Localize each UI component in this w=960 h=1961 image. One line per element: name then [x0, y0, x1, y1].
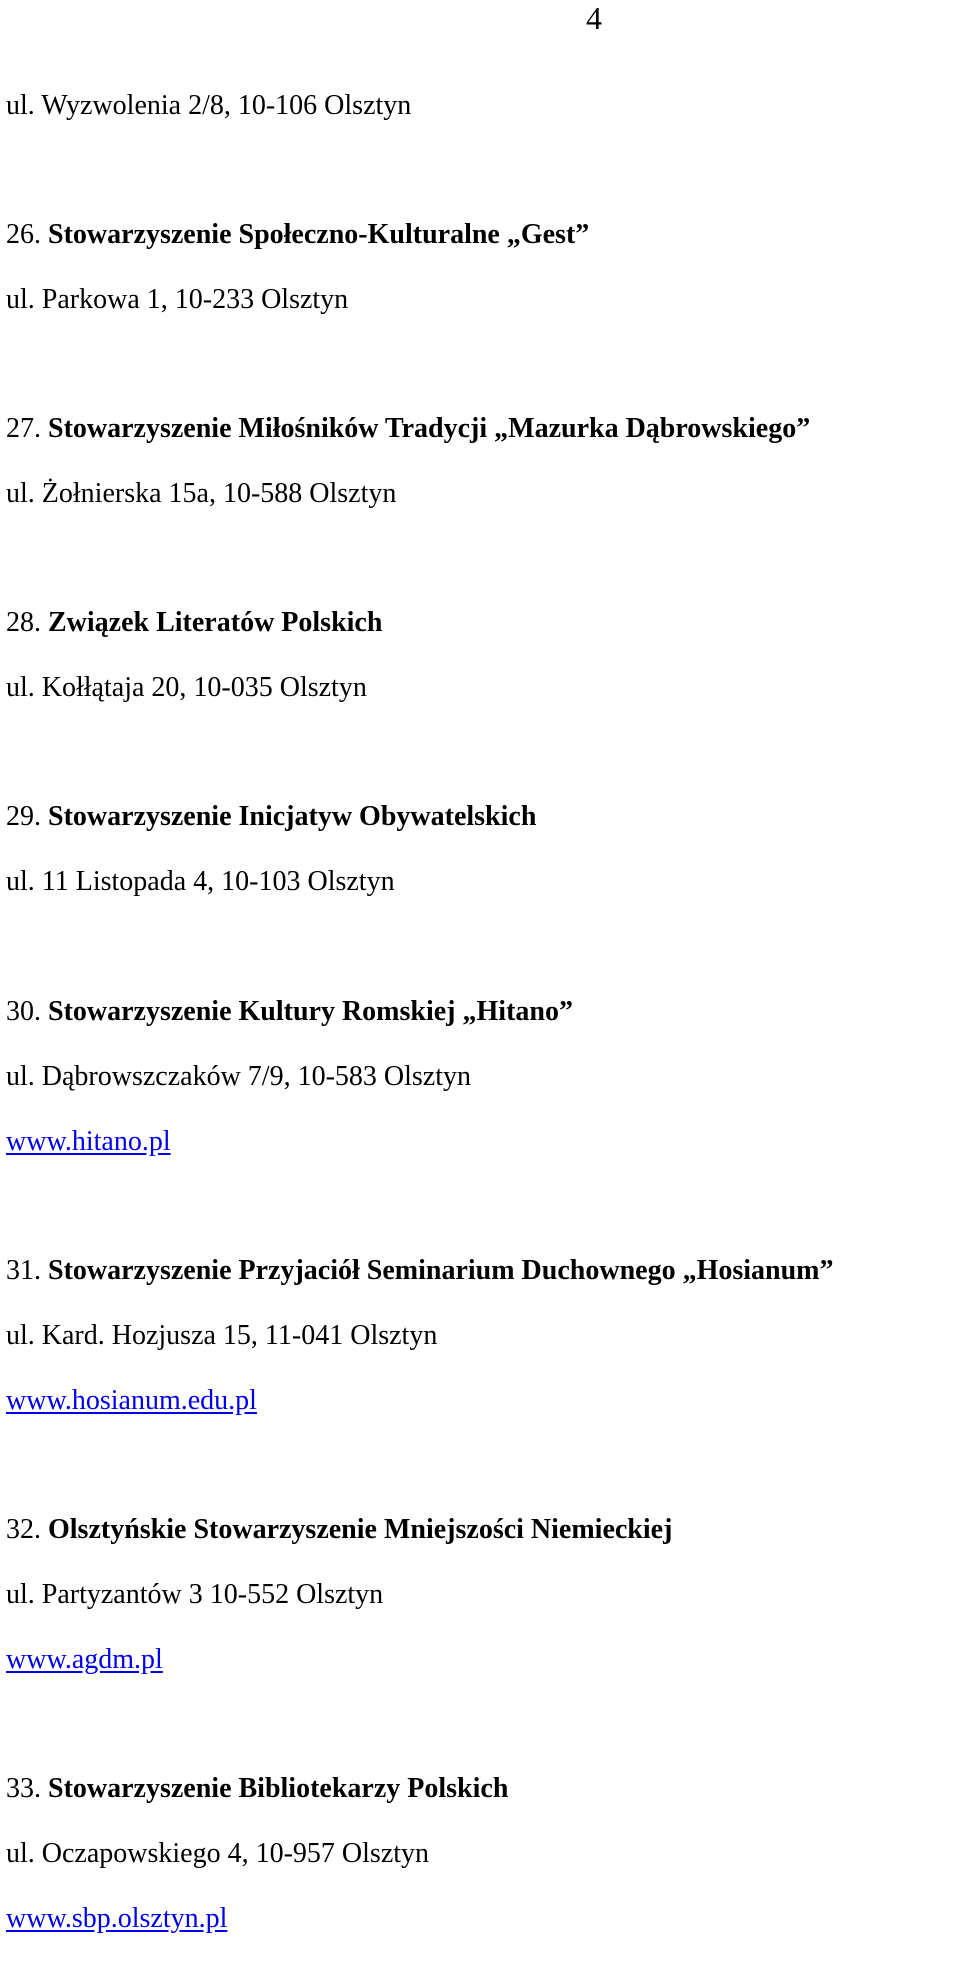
entry-26-title	[6, 219, 589, 251]
entry-32-address: ul. Partyzantów 3 10-552 Olsztyn	[6, 1579, 384, 1610]
entry-31-title	[6, 1255, 834, 1287]
entry-33-title	[6, 1773, 508, 1805]
entry-number: 26.	[6, 219, 41, 250]
entry-number: 29.	[6, 801, 41, 832]
intro-address: ul. Wyzwolenia 2/8, 10-106 Olsztyn	[6, 90, 412, 121]
entry-number: 31.	[6, 1255, 41, 1286]
entry-name: Olsztyńskie Stowarzyszenie Mniejszości Niemieckiej	[48, 1514, 673, 1545]
entry-30-title	[6, 996, 573, 1028]
entry-name: Związek Literatów Polskich	[48, 607, 383, 638]
entry-32-website-row	[6, 1644, 163, 1676]
entry-number: 32.	[6, 1514, 41, 1545]
entry-number: 33.	[6, 1773, 41, 1804]
entry-name: Stowarzyszenie Kultury Romskiej „Hitano”	[48, 996, 573, 1027]
entry-31-website-link[interactable]: www.hosianum.edu.pl	[6, 1385, 257, 1416]
entry-name: Stowarzyszenie Miłośników Tradycji „Mazurka Dąbrowskiego”	[48, 413, 811, 444]
entry-33-website-link[interactable]: www.sbp.olsztyn.pl	[6, 1903, 228, 1934]
entry-number: 30.	[6, 996, 41, 1027]
entry-32-title	[6, 1514, 672, 1546]
entry-33-address: ul. Oczapowskiego 4, 10-957 Olsztyn	[6, 1838, 430, 1869]
entry-name: Stowarzyszenie Inicjatyw Obywatelskich	[48, 801, 537, 832]
entry-number: 28.	[6, 607, 41, 638]
entry-name: Stowarzyszenie Społeczno-Kulturalne „Gest”	[48, 219, 590, 250]
entry-30-address: ul. Dąbrowszczaków 7/9, 10-583 Olsztyn	[6, 1061, 472, 1092]
page-number: 4	[586, 0, 602, 36]
entry-name: Stowarzyszenie Bibliotekarzy Polskich	[48, 1773, 509, 1804]
entry-30-website-link[interactable]: www.hitano.pl	[6, 1126, 171, 1157]
entry-26-address: ul. Parkowa 1, 10-233 Olsztyn	[6, 284, 349, 315]
entry-28-title	[6, 607, 382, 639]
entry-31-website-row	[6, 1385, 257, 1417]
entry-name: Stowarzyszenie Przyjaciół Seminarium Duchownego „Hosianum”	[48, 1255, 834, 1286]
entry-27-address: ul. Żołnierska 15a, 10-588 Olsztyn	[6, 478, 397, 509]
entry-number: 27.	[6, 413, 41, 444]
entry-28-address: ul. Kołłątaja 20, 10-035 Olsztyn	[6, 672, 367, 703]
entry-31-address: ul. Kard. Hozjusza 15, 11-041 Olsztyn	[6, 1320, 438, 1351]
entry-27-title	[6, 413, 810, 445]
entry-30-website-row	[6, 1126, 171, 1158]
entry-29-address: ul. 11 Listopada 4, 10-103 Olsztyn	[6, 866, 395, 897]
entry-29-title	[6, 801, 536, 833]
entry-32-website-link[interactable]: www.agdm.pl	[6, 1644, 163, 1675]
entry-33-website-row	[6, 1903, 227, 1935]
